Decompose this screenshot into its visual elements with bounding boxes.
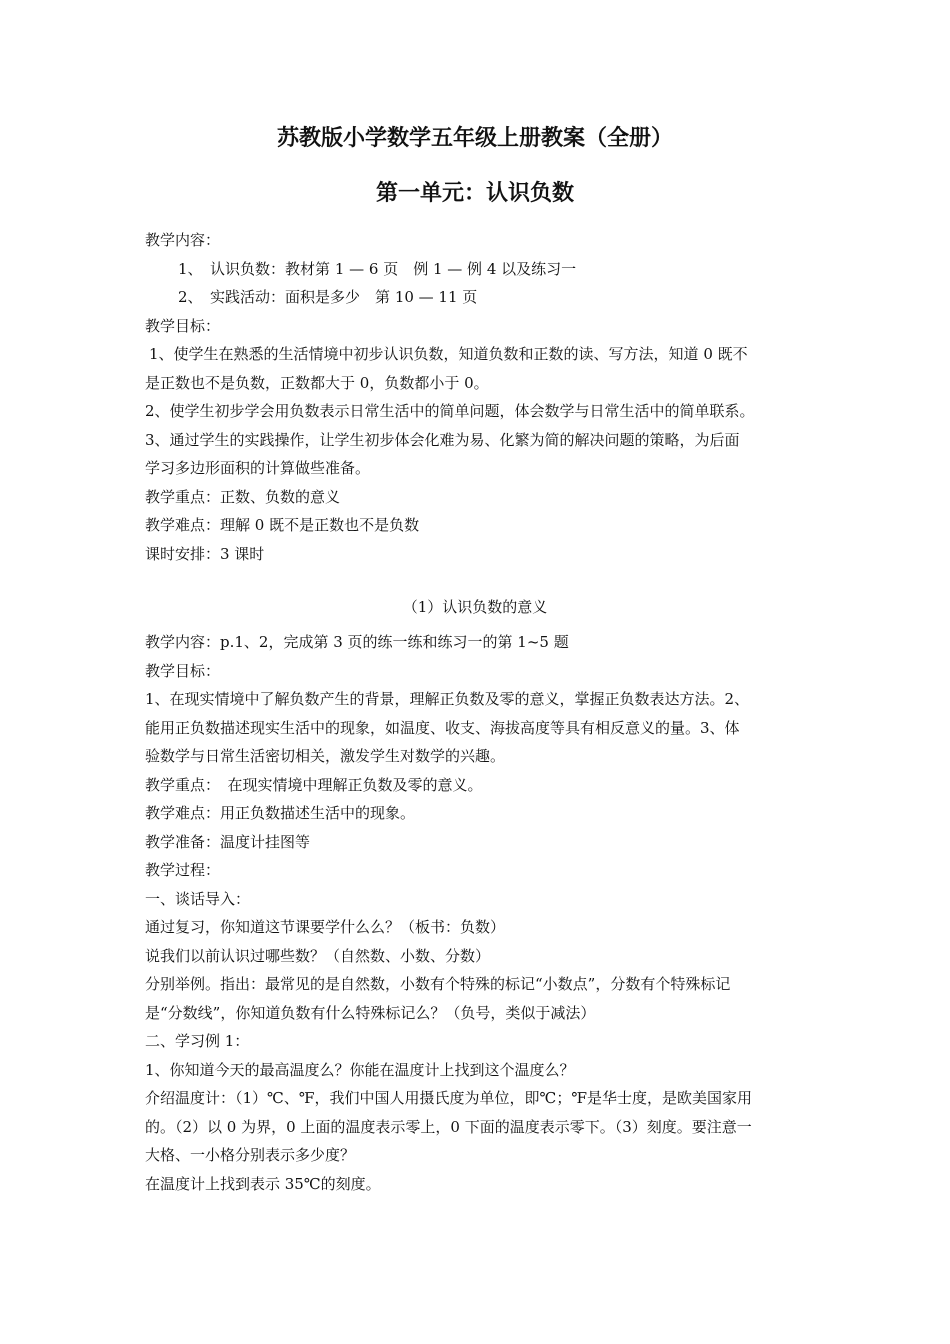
text-line: 1、 认识负数：教材第 1 — 6 页 例 1 — 例 4 以及练习一 — [178, 260, 577, 278]
text-line: 教学内容： — [145, 231, 221, 249]
text-line: 能用正负数描述现实生活中的现象，如温度、收支、海拔高度等具有相反意义的量。3、体 — [145, 719, 740, 737]
text-line: 教学重点：正数、负数的意义 — [145, 488, 341, 506]
text-line: 教学内容：p.1、2，完成第 3 页的练一练和练习一的第 1~5 题 — [145, 633, 569, 651]
text-line: 大格、一小格分别表示多少度？ — [145, 1146, 356, 1164]
text-line: 1、使学生在熟悉的生活情境中初步认识负数，知道负数和正数的读、写方法，知道 0 既不 — [149, 345, 748, 363]
text-line: 是“分数线”，你知道负数有什么特殊标记么？（负号，类似于减法） — [145, 1004, 596, 1022]
document-title: 苏教版小学数学五年级上册教案（全册） — [276, 126, 673, 151]
text-line: 教学过程： — [145, 861, 221, 879]
text-line: 教学准备：温度计挂图等 — [145, 833, 311, 851]
text-line: 教学难点：理解 0 既不是正数也不是负数 — [145, 516, 420, 534]
text-line: 的。（2）以 0 为界，0 上面的温度表示零上，0 下面的温度表示零下。（3）刻度。要注意一 — [145, 1118, 752, 1136]
text-line: 3、通过学生的实践操作，让学生初步体会化难为易、化繁为简的解决问题的策略，为后面 — [145, 431, 740, 449]
text-line: 学习多边形面积的计算做些准备。 — [145, 459, 371, 477]
text-line: 一、谈话导入： — [145, 890, 251, 908]
text-line: 教学目标： — [145, 317, 221, 335]
text-line: 教学重点： 在现实情境中理解正负数及零的意义。 — [145, 776, 483, 794]
text-line: 教学难点：用正负数描述生活中的现象。 — [145, 804, 416, 822]
text-line: 通过复习，你知道这节课要学什么么？（板书：负数） — [145, 918, 506, 936]
text-line: 分别举例。指出：最常见的是自然数，小数有个特殊的标记“小数点”，分数有个特殊标记 — [145, 975, 731, 993]
unit-title: 第一单元：认识负数 — [375, 181, 574, 206]
text-line: 说我们以前认识过哪些数？（自然数、小数、分数） — [145, 947, 491, 965]
section-heading: （1）认识负数的意义 — [402, 598, 548, 616]
text-line: 二、学习例 1： — [145, 1032, 250, 1050]
text-line: 课时安排：3 课时 — [145, 545, 265, 563]
text-line: 是正数也不是负数，正数都大于 0，负数都小于 0。 — [145, 374, 489, 392]
text-line: 1、你知道今天的最高温度么？你能在温度计上找到这个温度么？ — [145, 1061, 575, 1079]
text-line: 验数学与日常生活密切相关，激发学生对数学的兴趣。 — [145, 747, 506, 765]
text-line: 介绍温度计：（1）℃、℉，我们中国人用摄氏度为单位，即℃；℉是华士度，是欧美国家用 — [145, 1089, 753, 1107]
text-line: 2、使学生初步学会用负数表示日常生活中的简单问题，体会数学与日常生活中的简单联系。 — [145, 402, 755, 420]
text-line: 1、在现实情境中了解负数产生的背景，理解正负数及零的意义，掌握正负数表达方法。2、 — [145, 690, 750, 708]
text-line: 在温度计上找到表示 35℃的刻度。 — [145, 1175, 381, 1193]
text-line: 教学目标： — [145, 662, 221, 680]
text-line: 2、 实践活动：面积是多少 第 10 — 11 页 — [178, 288, 478, 306]
